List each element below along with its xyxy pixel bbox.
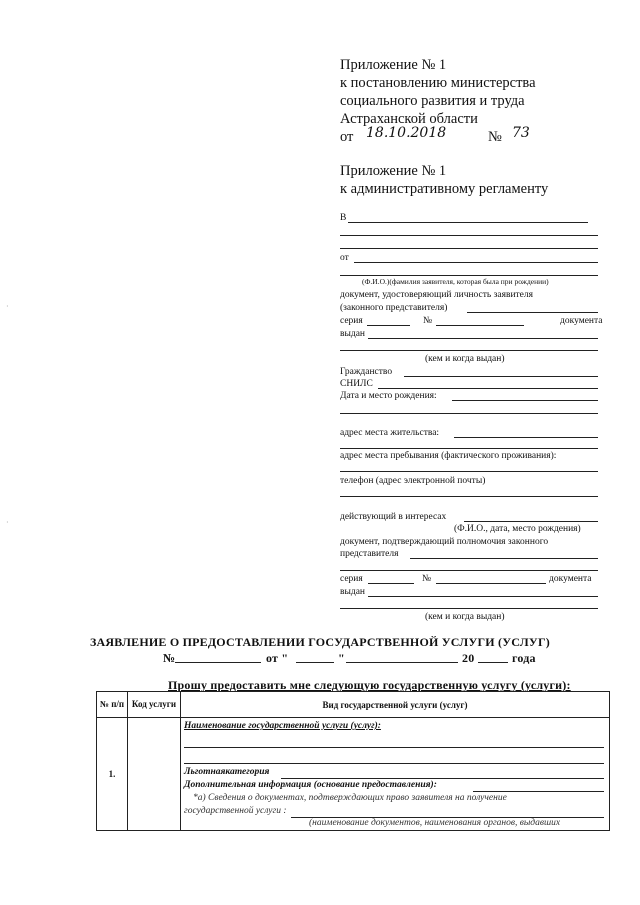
fio-hint: (Ф.И.О.)(фамилия заявителя, которая была при рождении): [362, 277, 549, 286]
col-type-header: Вид государственной услуги (услуг): [181, 692, 610, 718]
series2-label: серия: [340, 574, 363, 584]
regulation-appendix-title: Приложение № 1: [340, 163, 447, 179]
row-type-cell: [181, 718, 610, 831]
issued-label: выдан: [340, 329, 366, 339]
request-text: Прошу предоставить мне следующую государственную услугу (услуги):: [168, 678, 571, 692]
issued-hint: (кем и когда выдан): [425, 354, 505, 364]
appendix-number-prefix: №: [488, 129, 502, 145]
representative-document-label: документ, подтверждающий полномочия законного: [340, 537, 549, 547]
statement-year-suffix: года: [512, 651, 536, 665]
col-number-header: № п/п: [97, 692, 128, 718]
services-table: [96, 691, 610, 831]
appendix-line-2: к постановлению министерства: [340, 75, 536, 91]
row-code-cell: [128, 718, 181, 831]
extra-info-label: Дополнительная информация (основание предоставления):: [184, 780, 437, 790]
appendix-line-3: социального развития и труда: [340, 93, 525, 109]
to-label: В: [340, 213, 347, 223]
issued2-label: выдан: [340, 587, 366, 597]
col-code-header: Код услуги: [128, 692, 181, 718]
number-label: №: [423, 316, 433, 326]
identity-document-label: документ, удостоверяющий личность заявителя: [340, 290, 534, 300]
representative-label: представителя: [340, 549, 399, 559]
acting-label: действующий в интересах: [340, 512, 447, 522]
appendix-number-handwritten: 73: [512, 125, 530, 141]
statement-quote-close: ": [338, 651, 345, 665]
legal-representative-label: (законного представителя): [340, 303, 448, 313]
document2-label: документа: [549, 574, 592, 584]
row-number: 1.: [97, 718, 128, 831]
residence-label: адрес места жительства:: [340, 428, 440, 438]
issued2-hint: (кем и когда выдан): [425, 612, 505, 622]
birth-label: Дата и место рождения:: [340, 391, 437, 401]
documents-info-line-b: государственной услуги :: [184, 806, 287, 816]
stay-label: адрес места пребывания (фактического проживания):: [340, 451, 557, 461]
statement-from-label: от ": [266, 651, 289, 665]
appendix-line-4: Астраханской области: [340, 111, 478, 127]
snils-label: СНИЛС: [340, 379, 373, 389]
from-label: от: [340, 253, 349, 263]
appendix-date-prefix: от: [340, 129, 354, 145]
documents-info-line-a: *а) Сведения о документах, подтверждающих право заявителя на получение: [193, 793, 507, 803]
document-label: документа: [560, 316, 603, 326]
series-label: серия: [340, 316, 363, 326]
regulation-appendix-line-2: к административному регламенту: [340, 181, 549, 197]
number2-label: №: [422, 574, 432, 584]
service-name-label: Наименование государственной услуги (услуг):: [184, 721, 381, 731]
appendix-date-handwritten: 18.10.2018: [366, 125, 447, 141]
statement-year-prefix: 20: [462, 651, 475, 665]
documents-hint: (наименование документов, наименования органов, выдавших: [309, 818, 561, 828]
acting-hint: (Ф.И.О., дата, место рождения): [454, 524, 581, 534]
statement-number-label: №: [163, 651, 176, 665]
statement-title: ЗАЯВЛЕНИЕ О ПРЕДОСТАВЛЕНИИ ГОСУДАРСТВЕННОЙ УСЛУГИ (УСЛУГ): [90, 635, 550, 649]
appendix-title: Приложение № 1: [340, 57, 447, 73]
phone-label: телефон (адрес электронной почты): [340, 476, 486, 486]
benefit-category-label: Льготнаякатегория: [184, 767, 270, 777]
citizenship-label: Гражданство: [340, 367, 393, 377]
